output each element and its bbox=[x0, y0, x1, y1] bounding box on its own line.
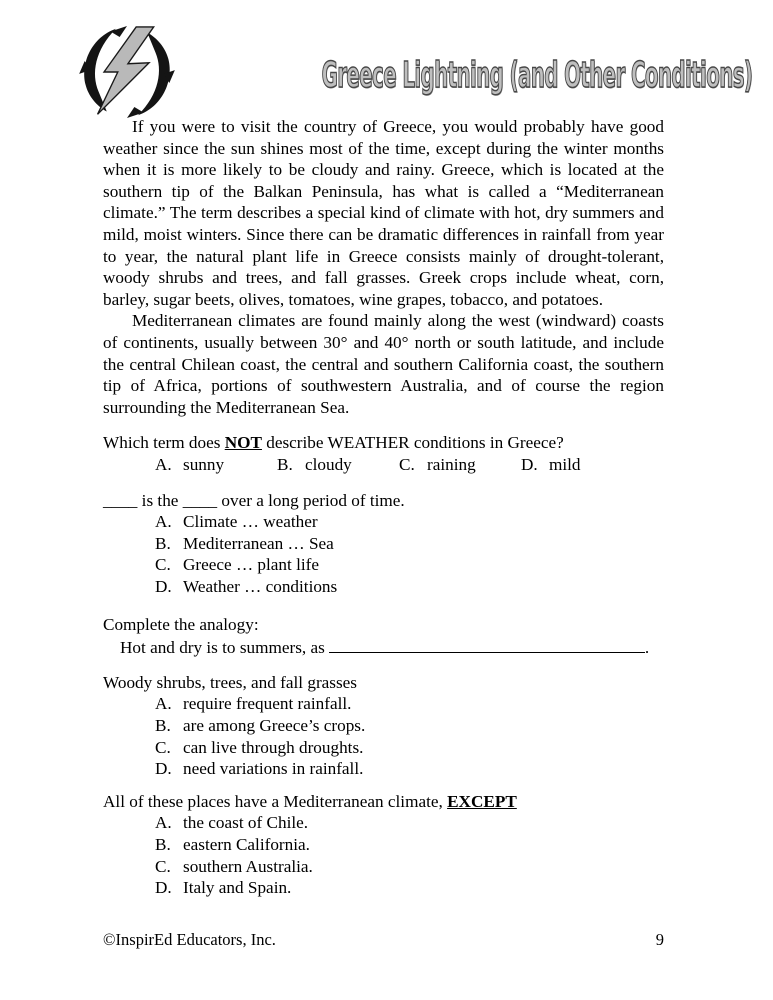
analogy-stem-line: Hot and dry is to summers, as . bbox=[120, 636, 664, 659]
question-weather-terms bbox=[103, 432, 664, 475]
page-footer bbox=[103, 930, 664, 950]
question-mediterranean-except bbox=[103, 791, 664, 899]
question-analogy bbox=[103, 614, 664, 658]
option-c: C. southern Australia. bbox=[155, 856, 313, 876]
question-stem: Woody shrubs, trees, and fall grasses bbox=[103, 672, 357, 692]
page-number: 9 bbox=[655, 930, 664, 949]
option-b: B. Mediterranean … Sea bbox=[155, 533, 334, 553]
option-d: D. Italy and Spain. bbox=[155, 878, 292, 898]
answer-options-list bbox=[155, 693, 664, 779]
option-b: B. eastern California. bbox=[155, 835, 310, 854]
question-stem: Which term does NOT describe WEATHER conditions in Greece? bbox=[103, 433, 564, 453]
option-a: A. sunny bbox=[155, 454, 225, 474]
fill-in-blank-line bbox=[329, 636, 645, 653]
question-stem: ____ is the ____ over a long period of time. bbox=[103, 490, 405, 510]
option-d: D. Weather … conditions bbox=[155, 576, 338, 596]
option-d: D. need variations in rainfall. bbox=[155, 759, 364, 779]
question-shrubs bbox=[103, 672, 664, 780]
answer-options-list bbox=[155, 812, 664, 898]
answer-options-row bbox=[155, 454, 664, 476]
copyright-text: ©InspirEd Educators, Inc. bbox=[103, 930, 276, 949]
option-b: B. are among Greece’s crops. bbox=[155, 716, 366, 736]
page-title bbox=[178, 52, 773, 96]
passage-paragraph-2: Mediterranean climates are found mainly along the west (windward) coasts of continents, usually between 30° and 40° north or south latitude, and include the central Chilean coast, the central and southern California coast, the southern tip of Africa, portions of southwestern Australia, and of course the region surrounding the Mediterranean Sea. bbox=[103, 311, 664, 417]
reading-passage bbox=[103, 116, 664, 418]
page-header bbox=[76, 24, 753, 120]
question-climate-definition bbox=[103, 490, 664, 598]
emphasized-word: NOT bbox=[224, 433, 262, 453]
option-c: C. can live through droughts. bbox=[155, 737, 364, 757]
lightning-bolt-icon bbox=[76, 26, 178, 118]
passage-paragraph-1: If you were to visit the country of Greece, you would probably have good weather since the sun shines most of the time, except during the winter months when it is more likely to be cloudy and rainy. Greece, which is located at the southern tip of the Balkan Peninsula, has what is called a “Mediterranean climate.” The term describes a special kind of climate with hot, dry summers and mild, moist winters. Since there can be dramatic differences in rainfall from year to year, the natural plant life in Greece consists mainly of drought-tolerant, woody shrubs and trees, and fall grasses. Greek crops include wheat, corn, barley, sugar beets, olives, tomatoes, wine grapes, tobacco, and potatoes. bbox=[103, 117, 664, 309]
option-a: A. require frequent rainfall. bbox=[155, 694, 352, 714]
emphasized-word: EXCEPT bbox=[447, 791, 517, 811]
option-d: D. mild bbox=[521, 454, 581, 474]
analogy-prompt: Complete the analogy: bbox=[103, 615, 259, 635]
question-stem: All of these places have a Mediterranean climate, EXCEPT bbox=[103, 791, 517, 811]
option-c: C. raining bbox=[399, 454, 476, 474]
worksheet-content bbox=[103, 116, 664, 899]
option-c: C. Greece … plant life bbox=[155, 555, 319, 575]
option-b: B. cloudy bbox=[277, 454, 352, 474]
page-title-text: Greece Lightning (and Other Conditions) bbox=[321, 52, 753, 96]
answer-options-list bbox=[155, 511, 664, 597]
option-a: A. the coast of Chile. bbox=[155, 813, 309, 833]
option-a: A. Climate … weather bbox=[155, 512, 318, 532]
